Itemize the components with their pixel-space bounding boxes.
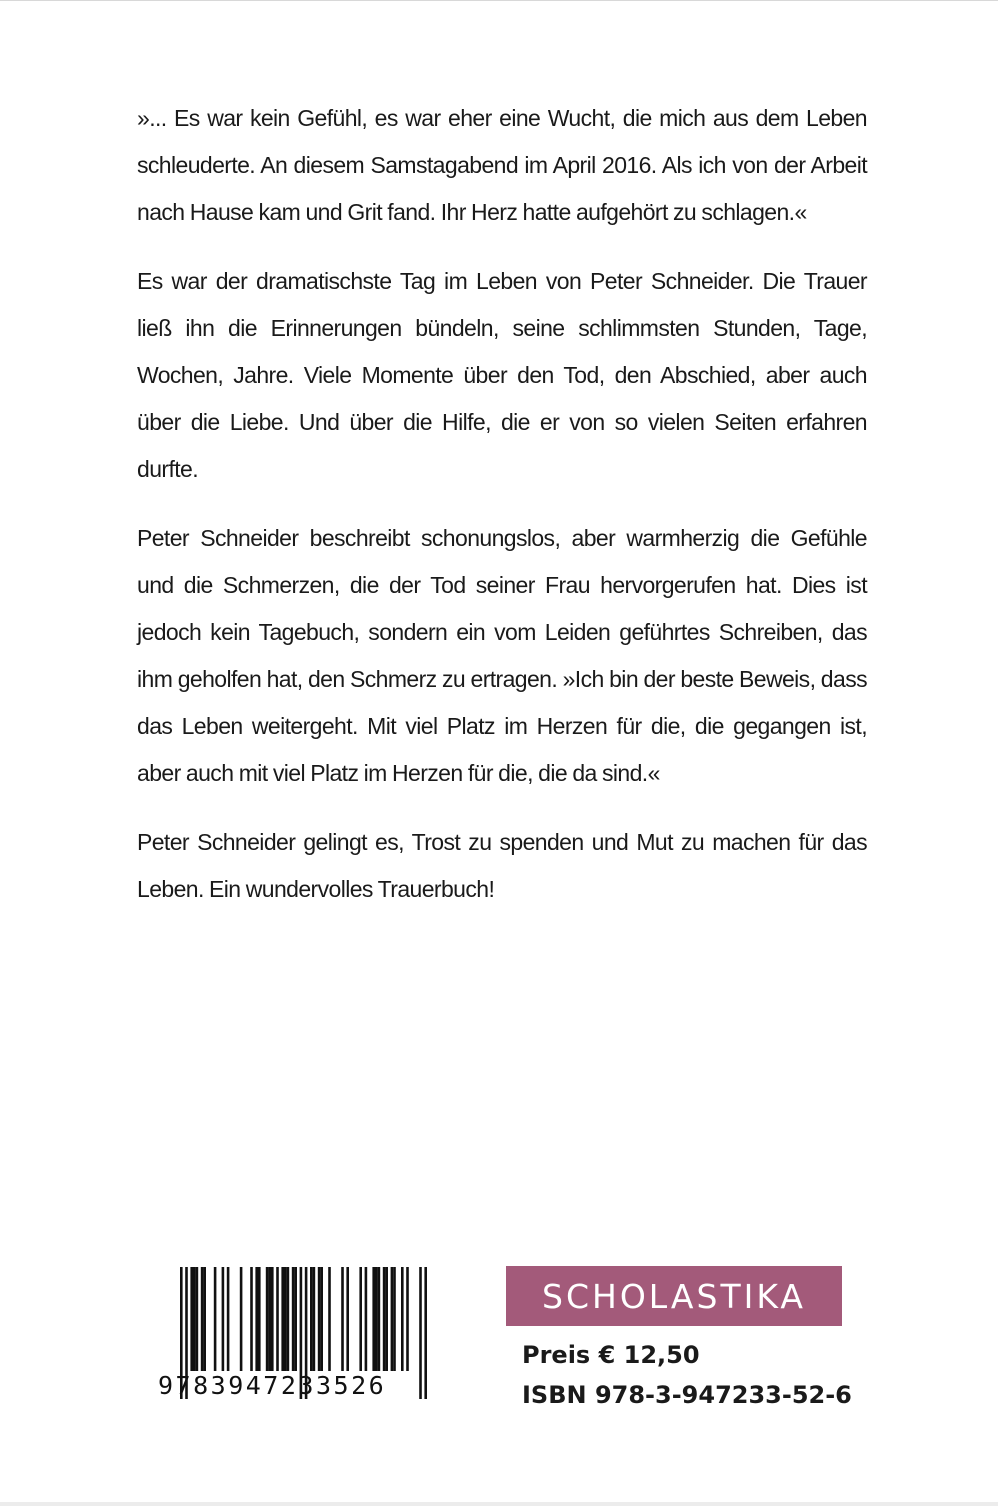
barcode-bar <box>341 1267 344 1371</box>
barcode-bar <box>227 1267 230 1371</box>
barcode-bar <box>240 1267 243 1371</box>
barcode-bar <box>401 1267 404 1371</box>
barcode-bar <box>359 1267 362 1371</box>
barcode-bar <box>258 1267 261 1371</box>
blurb-paragraph-story: Es war der dramatischste Tag im Leben von Peter Schneider. Die Trauer ließ ihn die Erinnerungen bündeln, seine schlimmsten Stunden, Tage, Wochen, Jahre. Viele Momente über den Tod, den Abschied, aber auch über die Liebe. Und über die Hilfe, die er von so vielen Seiten erfahren durfte. <box>137 268 867 482</box>
barcode-bar <box>383 1267 386 1371</box>
barcode-bar <box>313 1267 316 1371</box>
barcode-bar <box>284 1267 287 1371</box>
barcode-bar <box>287 1267 290 1371</box>
blurb-paragraph-description: Peter Schneider beschreibt schonungslos, aber warmherzig die Gefühle und die Schmerzen, die der Tod seiner Frau hervorgerufen hat. Dies ist jedoch kein Tagebuch, sondern ein vom Leiden geführtes Schreiben, das ihm geholfen hat, den Schmerz zu ertragen. »Ich bin der beste Beweis, dass das Leben weitergeht. Mit viel Platz im Herzen für die, die gegangen ist, aber auch mit viel Platz im Herzen für die, die da sind.« <box>137 525 867 786</box>
barcode-bar <box>255 1267 258 1371</box>
barcode-bar <box>328 1267 331 1371</box>
barcode-bar <box>222 1267 225 1371</box>
barcode-bar <box>266 1267 269 1371</box>
barcode-bar <box>372 1267 375 1371</box>
barcode-bar <box>268 1267 271 1371</box>
barcode-bar <box>378 1267 381 1371</box>
barcode-bar <box>318 1267 321 1371</box>
barcode-bar <box>320 1267 323 1371</box>
barcode-bar <box>281 1267 284 1371</box>
barcode-bar <box>196 1267 199 1371</box>
barcode-bar <box>375 1267 378 1371</box>
barcode-bar <box>193 1267 196 1371</box>
barcode-bar <box>201 1267 204 1371</box>
barcode-bar <box>214 1267 217 1371</box>
barcode-bar <box>276 1267 279 1371</box>
barcode-bar <box>406 1267 409 1371</box>
barcode-bar <box>271 1267 274 1371</box>
barcode-bar <box>310 1267 313 1371</box>
publisher-logo <box>506 1266 842 1326</box>
barcode-bar <box>294 1267 297 1371</box>
barcode-bar <box>385 1267 388 1371</box>
back-cover-blurb <box>137 95 867 935</box>
barcode-bar <box>393 1267 396 1371</box>
page-bottom-edge <box>0 1502 998 1506</box>
barcode-digits: 9783947233526 <box>158 1371 387 1400</box>
barcode-bar <box>203 1267 206 1371</box>
barcode-bar <box>190 1267 193 1371</box>
barcode-bar <box>292 1267 295 1371</box>
barcode-bar <box>365 1267 368 1371</box>
barcode-bar <box>250 1267 253 1371</box>
price-label: Preis € 12,50 <box>522 1341 700 1369</box>
publisher-name: SCHOLASTIKA <box>542 1276 806 1316</box>
blurb-paragraph-closing: Peter Schneider gelingt es, Trost zu spenden und Mut zu machen für das Leben. Ein wundervolles Trauerbuch! <box>137 829 867 902</box>
barcode-bar <box>391 1267 394 1371</box>
barcode-bar <box>346 1267 349 1371</box>
page-top-edge <box>0 0 998 1</box>
blurb-paragraph-quote: »... Es war kein Gefühl, es war eher eine Wucht, die mich aus dem Leben schleuderte. An diesem Samstagabend im April 2016. Als ich von der Arbeit nach Hause kam und Grit fand. Ihr Herz hatte aufgehört zu schlagen.« <box>137 105 867 225</box>
isbn-label: ISBN 978-3-947233-52-6 <box>522 1381 852 1409</box>
